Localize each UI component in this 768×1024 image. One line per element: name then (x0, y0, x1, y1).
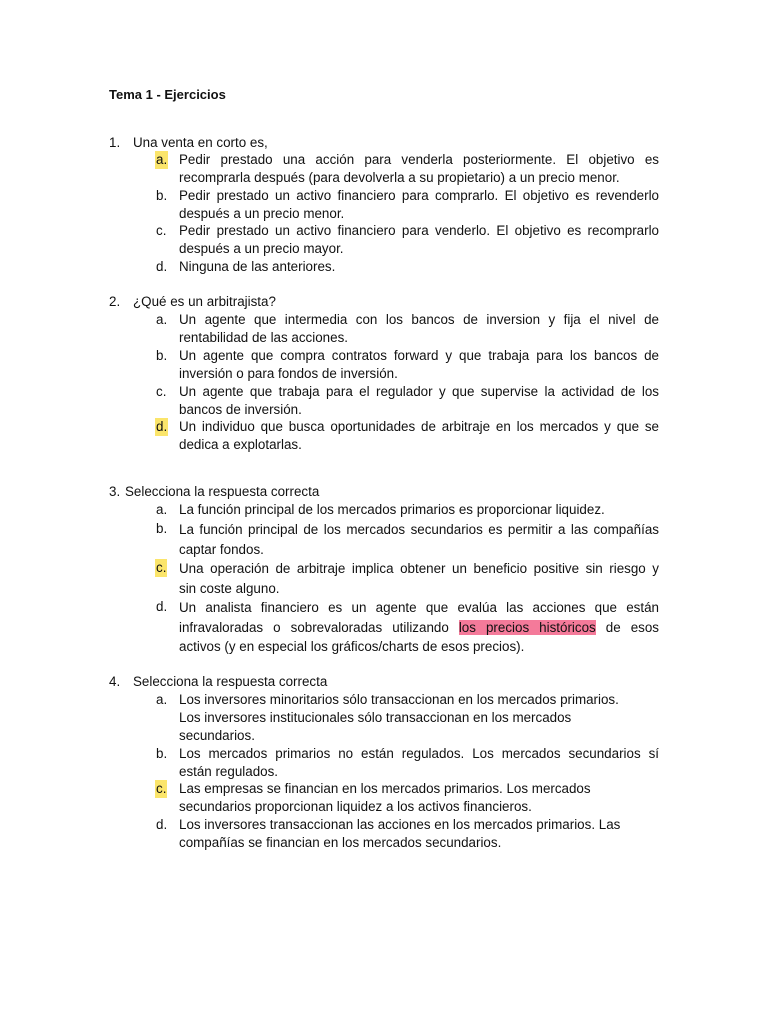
option-line: Pedir prestado una acción para venderla posteriormente. El objetivo es (179, 152, 659, 167)
option-letter: b. (156, 746, 168, 761)
option-line: Una operación de arbitraje implica obtener un beneficio positive sin riesgo y (179, 561, 659, 576)
option-text (179, 222, 659, 258)
option-letter-highlighted: c. (156, 560, 167, 575)
option-line: Un agente que compra contratos forward y que trabaja para los bancos de (179, 348, 659, 363)
option-line: bancos de inversión. (179, 402, 302, 417)
option-line: secundarios proporcionan liquidez a los activos financieros. (179, 799, 532, 814)
option-text (179, 520, 659, 559)
option-line: Un agente que trabaja para el regulador y que supervise la actividad de los (179, 384, 659, 399)
option-line: compañías se financian en los mercados secundarios. (179, 835, 502, 850)
option-line: Los inversores institucionales sólo transaccionan en los mercados (179, 710, 572, 725)
option-line: Pedir prestado un activo financiero para venderlo. El objetivo es recomprarlo (179, 223, 659, 238)
option-letter: d. (156, 817, 168, 832)
option-letter: c. (156, 223, 167, 238)
option-line: después a un precio mayor. (179, 241, 344, 256)
question-text: Selecciona la respuesta correcta (133, 674, 328, 689)
option-line: rentabilidad de las acciones. (179, 330, 348, 345)
option-text (179, 598, 659, 657)
option-text (179, 347, 659, 383)
option-line-text: infravaloradas o sobrevaloradas utilizando (179, 619, 459, 635)
option-letter: a. (156, 692, 168, 707)
option-text (179, 383, 659, 419)
option-line: Los mercados primarios no están regulados. Los mercados secundarios sí (179, 746, 659, 761)
question-header (109, 293, 509, 311)
option-line-text: de esos (595, 619, 659, 635)
option-line: La función principal de los mercados secundarios es permitir a las compañías (179, 522, 659, 537)
option-text (179, 151, 659, 187)
option-letter: d. (156, 599, 168, 614)
option-line: recomprarla después (para devolverla a su propietario) a un precio menor. (179, 170, 620, 185)
option-text (179, 311, 659, 347)
option-line: Los inversores transaccionan las acciones en los mercados primarios. Las (179, 817, 621, 832)
option-letter: c. (156, 384, 167, 399)
question-number: 3. (109, 484, 121, 499)
option-line: Las empresas se financian en los mercados primarios. Los mercados (179, 781, 591, 796)
option-text (179, 816, 659, 852)
option-letter-highlighted: a. (156, 152, 168, 167)
question-header (109, 673, 509, 691)
option-letter-highlighted: c. (156, 781, 167, 796)
option-line: Pedir prestado un activo financiero para comprarlo. El objetivo es revenderlo (179, 188, 659, 203)
option-letter: d. (156, 259, 168, 274)
option-text (179, 418, 659, 454)
option-text (179, 501, 659, 519)
question-number: 1. (109, 135, 121, 150)
option-line: inversión o para fondos de inversión. (179, 366, 398, 381)
question-header (109, 483, 509, 501)
option-line: La función principal de los mercados primarios es proporcionar liquidez. (179, 502, 605, 517)
question-text: ¿Qué es un arbitrajista? (133, 294, 276, 309)
option-line: Un individuo que busca oportunidades de arbitraje en los mercados y que se (179, 419, 659, 434)
option-line: captar fondos. (179, 541, 264, 557)
option-line: Un analista financiero es un agente que evalúa las acciones que están (179, 600, 659, 615)
page-title: Tema 1 - Ejercicios (109, 87, 226, 102)
option-text (179, 745, 659, 781)
option-line (179, 618, 659, 638)
option-text (179, 691, 659, 745)
option-text (179, 187, 659, 223)
option-letter: a. (156, 502, 168, 517)
option-text (179, 258, 659, 276)
option-line: sin coste alguno. (179, 580, 280, 596)
option-letter: a. (156, 312, 168, 327)
option-letter: b. (156, 521, 168, 536)
option-letter: b. (156, 348, 168, 363)
option-letter: b. (156, 188, 168, 203)
option-line: están regulados. (179, 764, 279, 779)
option-line: dedica a explotarlas. (179, 437, 302, 452)
option-line: después a un precio menor. (179, 206, 345, 221)
question-header (109, 134, 509, 152)
option-text (179, 780, 659, 816)
option-text (179, 559, 659, 598)
option-line: activos (y en especial los gráficos/charts de esos precios). (179, 639, 525, 654)
option-line: Ninguna de las anteriores. (179, 259, 336, 274)
option-letter-highlighted: d. (156, 419, 168, 434)
question-number: 2. (109, 294, 121, 309)
question-number: 4. (109, 674, 121, 689)
question-text: Una venta en corto es, (133, 135, 268, 150)
option-line: Los inversores minoritarios sólo transaccionan en los mercados primarios. (179, 692, 619, 707)
option-line: secundarios. (179, 728, 255, 743)
option-line: Un agente que intermedia con los bancos de inversion y fija el nivel de (179, 312, 659, 327)
question-text: Selecciona la respuesta correcta (125, 484, 320, 499)
highlighted-phrase: los precios históricos (458, 619, 596, 635)
